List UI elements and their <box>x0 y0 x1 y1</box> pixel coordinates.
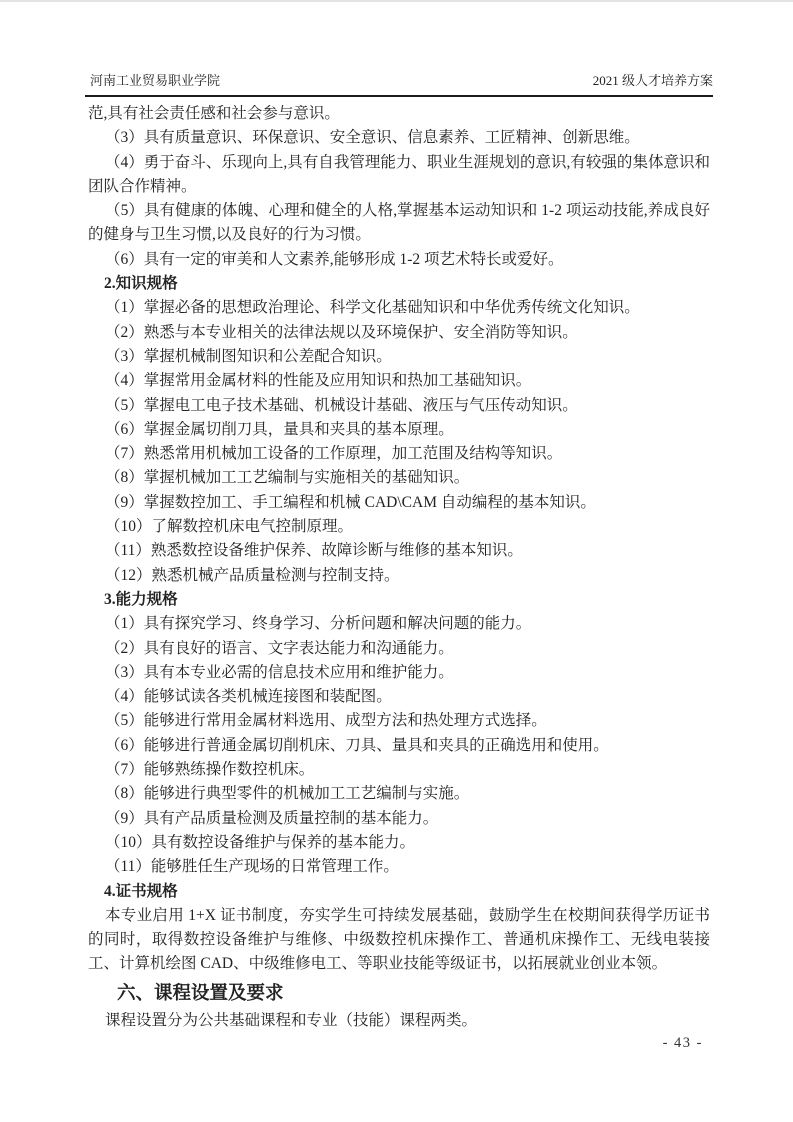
paragraph: （8）能够进行典型零件的机械加工工艺编制与实施。 <box>105 785 470 803</box>
section-heading: 六、课程设置及要求 <box>117 983 284 1004</box>
paragraph: （1）掌握必备的思想政治理论、科学文化基础知识和中华优秀传统文化知识。 <box>105 299 640 317</box>
paragraph: （11）熟悉数控设备维护保养、故障诊断与维修的基本知识。 <box>105 542 523 560</box>
header-institution: 河南工业贸易职业学院 <box>90 73 221 88</box>
paragraph: （6）掌握金属切削刀具，量具和夹具的基本原理。 <box>105 420 454 438</box>
paragraph: （5）掌握电工电子技术基础、机械设计基础、液压与气压传动知识。 <box>105 396 578 414</box>
paragraph: （2）熟悉与本专业相关的法律法规以及环境保护、安全消防等知识。 <box>105 323 578 341</box>
paragraph: （10）具有数控设备维护与保养的基本能力。 <box>105 833 416 851</box>
paragraph: （4）勇于奋斗、乐现向上,具有自我管理能力、职业生涯规划的意识,有较强的集体意识和团队合作精神。 <box>88 153 710 195</box>
paragraph: （4）掌握常用金属材料的性能及应用知识和热加工基础知识。 <box>105 372 532 390</box>
paragraph: （5）具有健康的体魄、心理和健全的人格,掌握基本运动知识和 1-2 项运动技能,养成良好的健身与卫生习惯,以及良好的行为习惯。 <box>88 202 710 244</box>
paragraph: （4）能够试读各类机械连接图和装配图。 <box>105 688 392 706</box>
page-header <box>85 73 713 97</box>
paragraph: （9）掌握数控加工、手工编程和机械 CAD\CAM 自动编程的基本知识。 <box>105 493 596 511</box>
paragraph: （3）掌握机械制图知识和公差配合知识。 <box>105 347 392 365</box>
paragraph-continuation: 范,具有社会责任感和社会参与意识。 <box>88 105 340 122</box>
paragraph: （7）能够熟练操作数控机床。 <box>105 761 315 779</box>
paragraph: （6）能够进行普通金属切削机床、刀具、量具和夹具的正确选用和使用。 <box>105 736 609 754</box>
paragraph: （3）具有本专业必需的信息技术应用和维护能力。 <box>105 663 454 681</box>
paragraph: （10）了解数控机床电气控制原理。 <box>105 518 354 536</box>
paragraph: （11）能够胜任生产现场的日常管理工作。 <box>105 858 399 876</box>
paragraph: （2）具有良好的语言、文字表达能力和沟通能力。 <box>105 639 454 657</box>
paragraph: （1）具有探究学习、终身学习、分析问题和解决问题的能力。 <box>105 615 532 633</box>
sub-heading: 4.证书规格 <box>104 882 178 900</box>
paragraph: （9）具有产品质量检测及质量控制的基本能力。 <box>105 809 439 827</box>
document-body <box>88 102 710 1033</box>
paragraph: （5）能够进行常用金属材料选用、成型方法和热处理方式选择。 <box>105 712 547 730</box>
sub-heading: 3.能力规格 <box>104 590 178 608</box>
header-plan-title: 2021 级人才培养方案 <box>592 73 713 88</box>
sub-heading: 2.知识规格 <box>104 275 178 293</box>
paragraph: 课程设置分为公共基础课程和专业（技能）课程两类。 <box>105 1011 478 1029</box>
paragraph: （12）熟悉机械产品质量检测与控制支持。 <box>105 566 400 584</box>
paragraph: （7）熟悉常用机械加工设备的工作原理，加工范围及结构等知识。 <box>105 445 563 463</box>
paragraph: （6）具有一定的审美和人文素养,能够形成 1-2 项艺术特长或爱好。 <box>105 250 564 268</box>
paragraph: （8）掌握机械加工工艺编制与实施相关的基础知识。 <box>105 469 470 487</box>
paragraph: 本专业启用 1+X 证书制度，夯实学生可持续发展基础，鼓励学生在校期间获得学历证书的同时，取得数控设备维护与维修、中级数控机床操作工、普通机床操作工、无线电装接工、计算机绘图 CAD、中级维修电工、等职业技能等级证书，以拓展就业创业本领。 <box>88 906 710 973</box>
paragraph: （3）具有质量意识、环保意识、安全意识、信息素养、工匠精神、创新思维。 <box>105 129 640 147</box>
page-number: - 43 - <box>662 1035 703 1051</box>
